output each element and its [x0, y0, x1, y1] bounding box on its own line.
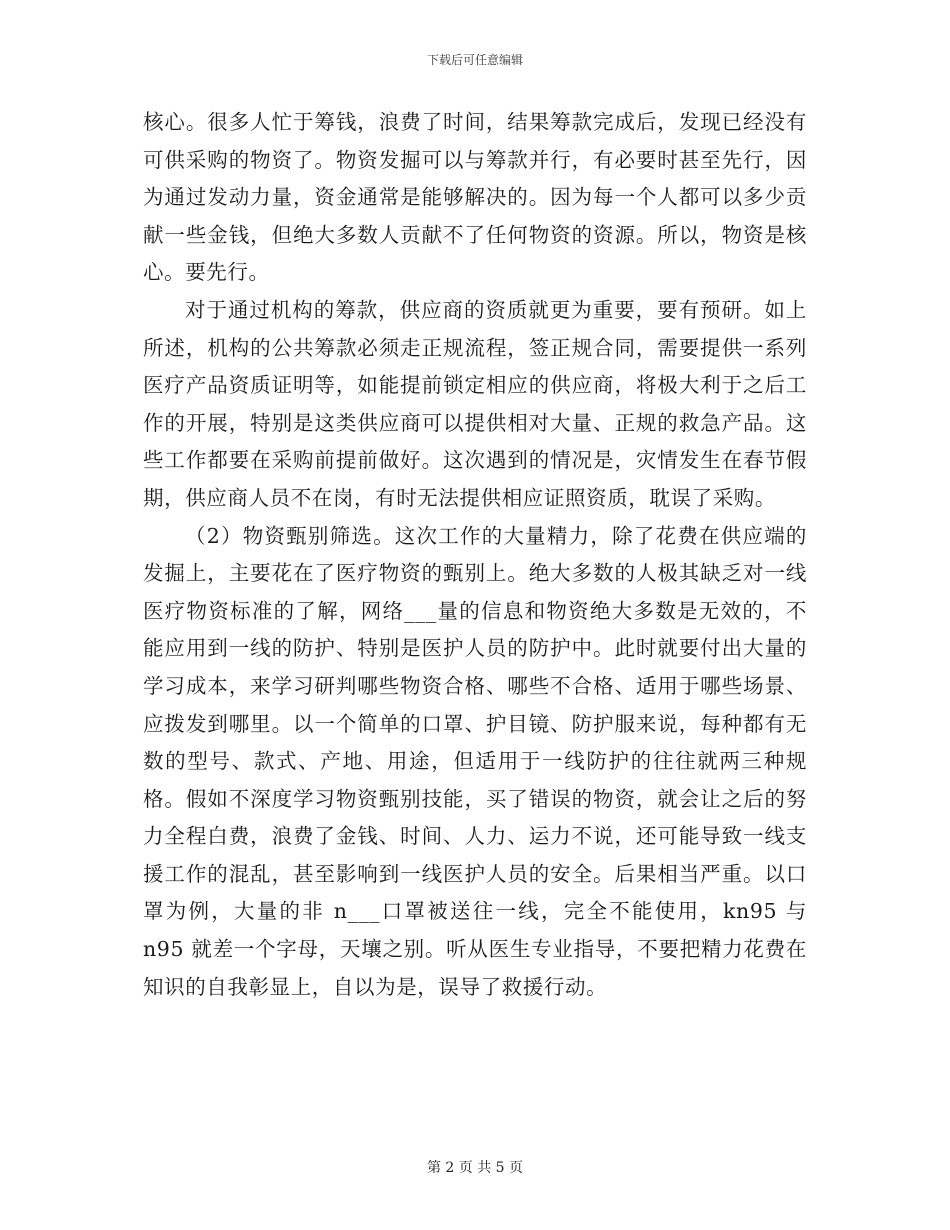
- page-header: 下载后可任意编辑: [426, 53, 523, 67]
- paragraph-continuation: 核心。很多人忙于筹钱，浪费了时间，结果筹款完成后，发现已经没有可供采购的物资了。物资发掘可以与筹款并行，有必要时甚至先行，因为通过发动力量，资金通常是能够解决的。因为每一个人都可以多少贡献一些金钱，但绝大多数人贡献不了任何物资的资源。所以，物资是核心。要先行。: [143, 110, 807, 285]
- paragraph-supplier-qualification: 对于通过机构的筹款，供应商的资质就更为重要，要有预研。如上所述，机构的公共筹款必须走正规流程，签正规合同，需要提供一系列医疗产品资质证明等，如能提前锁定相应的供应商，将极大利于之后工作的开展，特别是这类供应商可以提供相对大量、正规的救急产品。这些工作都要在采购前提前做好。这次遇到的情况是，灾情发生在春节假期，供应商人员不在岗，有时无法提供相应证照资质，耽误了采购。: [143, 297, 807, 510]
- page-number: 第 2 页 共 5 页: [426, 1160, 524, 1176]
- paragraph-material-screening: （2）物资甄别筛选。这次工作的大量精力，除了花费在供应端的发掘上，主要花在了医疗物资的甄别上。绝大多数的人极其缺乏对一线医疗物资标准的了解，网络___量的信息和物资绝大多数是无效的，不能应用到一线的防护、特别是医护人员的防护中。此时就要付出大量的学习成本，来学习研判哪些物资合格、哪些不合格、适用于哪些场景、应拨发到哪里。以一个简单的口罩、护目镜、防护服来说，每种都有无数的型号、款式、产地、用途，但适用于一线防护的往往就两三种规格。假如不深度学习物资甄别技能，买了错误的物资，就会让之后的努力全程白费，浪费了金钱、时间、人力、运力不说，还可能导致一线支援工作的混乱，甚至影响到一线医护人员的安全。后果相当严重。以口罩为例，大量的非 n___口罩被送往一线，完全不能使用，kn95 与 n95 就差一个字母，天壤之别。听从医生专业指导，不要把精力花费在知识的自我彰显上，自以为是，误导了救援行动。: [143, 523, 807, 999]
- document-body: [143, 104, 807, 1006]
